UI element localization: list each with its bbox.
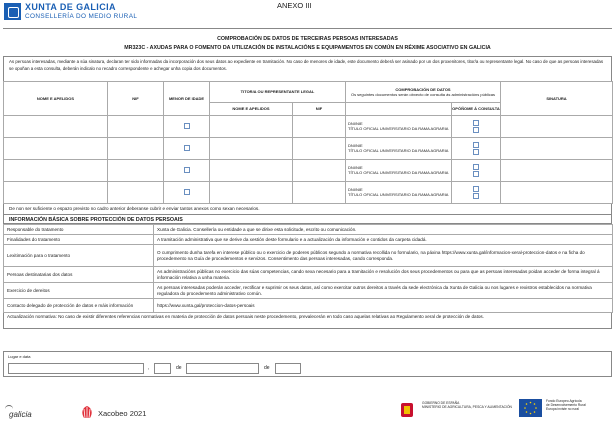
spain-coat-of-arms-icon (395, 400, 419, 420)
separator-de-2: de (264, 365, 270, 371)
info-label: Responsable do tratamento (4, 225, 154, 235)
form-title (3, 28, 612, 56)
info-row (4, 283, 613, 299)
doc-label: DNI/NIE (348, 165, 363, 171)
nif-cell[interactable] (108, 182, 164, 204)
eafrd-line: Europa inviste no rural (546, 407, 579, 411)
signature-cell[interactable] (501, 182, 613, 204)
day-field[interactable] (154, 363, 171, 374)
doc-label: DNI/NIE (348, 121, 363, 127)
space-note: De non ser suficiente o espazo previsto no cadro anterior deberanse cubrir e enviar tantos anexos como sexan necesarios. (3, 204, 612, 214)
eafrd-line: Fondo Europeo Agrícola (546, 399, 582, 403)
info-label: Lexitimación para o tratamento (4, 245, 154, 267)
oppose-checkbox[interactable] (473, 186, 479, 192)
col-check-header (346, 82, 501, 103)
col-minor-header: MENOR DE IDADE (164, 82, 210, 116)
info-row (4, 245, 613, 267)
ministry-line: GOBIERNO DE ESPAÑA (422, 401, 460, 405)
minor-checkbox[interactable] (184, 189, 190, 195)
doc-label: TÍTULO OFICIAL UNIVERSITARIO DA RAMA AGRARIA (348, 169, 449, 175)
galicia-logo-text: galicia (9, 410, 32, 419)
ministry-line: MINISTERIO DE AGRICULTURA, PESCA Y ALIMENTACIÓN (422, 404, 512, 409)
col-guardian-header: TITOR/A OU REPRESENTANTE LEGAL (210, 82, 346, 103)
eafrd-text (546, 399, 586, 411)
regulation-update: Actualización normativa: No caso de existir diferentes referencias normativas en materia de protección de datos persoais neste procedemento, prevalecerán en todo caso aquelas relativas ao Regulamento xeral de protección de datos. (3, 313, 612, 329)
info-label: Finalidades do tratamento (4, 235, 154, 245)
doc-label: TÍTULO OFICIAL UNIVERSITARIO DA RAMA AGRARIA (348, 147, 449, 153)
doc-label: DNI/NIE (348, 143, 363, 149)
annex-label: ANEXO III (277, 1, 312, 10)
year-field[interactable] (275, 363, 301, 374)
page-footer (0, 378, 615, 439)
table-row (4, 182, 613, 204)
minor-checkbox[interactable] (184, 167, 190, 173)
oppose-cell (452, 160, 501, 182)
info-value: A tramitación administrativa que se derive da xestión deste formulario e a actualización da información e contidos da carpeta cidadá. (154, 235, 613, 245)
nif-cell[interactable] (108, 116, 164, 138)
col-guardian-nif-header: NIF (293, 103, 346, 116)
oppose-checkbox[interactable] (473, 142, 479, 148)
doc-label: TÍTULO OFICIAL UNIVERSITARIO DA RAMA AGRARIA (348, 125, 449, 131)
oppose-checkbox[interactable] (473, 127, 479, 133)
info-row (4, 299, 613, 313)
signature-cell[interactable] (501, 116, 613, 138)
info-label: Contacto delegado de protección de datos e máis información (4, 299, 154, 313)
xacobeo-logo-text: Xacobeo 2021 (98, 409, 147, 418)
brand-name: XUNTA DE GALICIA (25, 2, 116, 12)
col-guardian-name-header: NOME E APELIDOS (210, 103, 293, 116)
docs-cell (346, 182, 452, 204)
oppose-cell (452, 116, 501, 138)
oppose-checkbox[interactable] (473, 171, 479, 177)
guardian-name-cell[interactable] (210, 116, 293, 138)
info-value: As administracións públicas no exercicio das súas competencias, cando sexa necesario para a tramitación e resolución dos seus procedementos ou para que as persoas interesadas poidan acceder de forma integral á información relativa a unha materia. (154, 267, 613, 283)
name-cell[interactable] (4, 182, 108, 204)
eafrd-line: de Desenvolvemento Rural (546, 403, 586, 407)
guardian-name-cell[interactable] (210, 182, 293, 204)
oppose-cell (452, 182, 501, 204)
name-cell[interactable] (4, 116, 108, 138)
separator-de-1: de (176, 365, 182, 371)
nif-cell[interactable] (108, 160, 164, 182)
name-cell[interactable] (4, 138, 108, 160)
page-header (0, 0, 615, 28)
xunta-logo-icon (4, 3, 21, 20)
title-line-1: COMPROBACIÓN DE DATOS DE TERCEIRAS PERSOAS INTERESADAS (217, 36, 398, 42)
separator-comma: , (148, 365, 150, 371)
table-row (4, 138, 613, 160)
guardian-name-cell[interactable] (210, 160, 293, 182)
info-value: As persoas interesadas poderán acceder, rectificar e suprimir os seus datos, así como exercitar outros dereitos a través da sede electrónica da Xunta de Galicia ou nos lugares e rexistros establecidos na normativa reguladora do procedemento administrativo común. (154, 283, 613, 299)
check-subtitle: Os seguintes documentos serán obxecto de consulta ás administracións públicas (350, 92, 496, 97)
guardian-nif-cell[interactable] (293, 182, 346, 204)
col-oppose-header: OPÓÑOME Á CONSULTA (452, 103, 501, 116)
intro-text: As persoas interesadas, mediante a súa sinatura, declaran ter sido informadas da incorporación dos seus datos ao expediente en tramitación. No caso de menores de idade, este documento deberá ser asinado por un dos proxenitores, titor/a ou representante legal. No caso de que as persoas interesadas se opoñan a esta consulta, deberán indicalo no recadro correspondente e achegar unha copia dos documentos. (3, 56, 612, 81)
check-title: COMPROBACIÓN DE DATOS (395, 86, 451, 92)
info-row (4, 235, 613, 245)
data-protection-table (3, 224, 613, 313)
docs-cell (346, 116, 452, 138)
form-body (3, 28, 612, 329)
month-field[interactable] (186, 363, 259, 374)
table-row (4, 116, 613, 138)
title-line-2: MR323C - AXUDAS PARA O FOMENTO DA UTILIZACIÓN DE INSTALACIÓNS E EQUIPAMENTOS EN COMÚN EN RÉXIME ASOCIATIVO EN GALICIA (124, 45, 491, 51)
info-label: Exercicio de dereitos (4, 283, 154, 299)
minor-checkbox[interactable] (184, 123, 190, 129)
place-field[interactable] (8, 363, 144, 374)
oppose-checkbox[interactable] (473, 193, 479, 199)
interested-persons-table (3, 81, 613, 204)
doc-label: TÍTULO OFICIAL UNIVERSITARIO DA RAMA AGRARIA (348, 191, 449, 197)
oppose-checkbox[interactable] (473, 164, 479, 170)
minor-checkbox[interactable] (184, 145, 190, 151)
eu-flag-icon (519, 399, 542, 417)
docs-header-blank (346, 103, 452, 116)
docs-cell (346, 160, 452, 182)
guardian-nif-cell[interactable] (293, 116, 346, 138)
oppose-checkbox[interactable] (473, 149, 479, 155)
oppose-checkbox[interactable] (473, 120, 479, 126)
place-date-label: Lugar e data (8, 354, 31, 359)
signature-cell[interactable] (501, 160, 613, 182)
signature-cell[interactable] (501, 138, 613, 160)
info-value: Xunta de Galicia. Consellería ou entidade a que se dirixe esta solicitude, escrito ou comunicación. (154, 225, 613, 235)
galicia-logo-icon (5, 405, 13, 409)
doc-label: DNI/NIE (348, 187, 363, 193)
data-protection-heading: INFORMACIÓN BÁSICA SOBRE PROTECCIÓN DE DATOS PERSOAIS (3, 214, 612, 224)
nif-cell[interactable] (108, 138, 164, 160)
info-row (4, 267, 613, 283)
guardian-nif-cell[interactable] (293, 160, 346, 182)
info-row (4, 225, 613, 235)
docs-cell (346, 138, 452, 160)
guardian-name-cell[interactable] (210, 138, 293, 160)
info-label: Persoas destinatarias dos datos (4, 267, 154, 283)
guardian-nif-cell[interactable] (293, 138, 346, 160)
name-cell[interactable] (4, 160, 108, 182)
department-name: CONSELLERÍA DO MEDIO RURAL (25, 13, 138, 20)
place-date-section (3, 351, 612, 377)
info-value: https://www.xunta.gal/proteccion-datos-persoais (154, 299, 613, 313)
col-sign-header: SINATURA (501, 82, 613, 116)
info-value: O cumprimento dunha tarefa en interese público ou o exercicio de poderes públicos segundo a normativa recollida no formulario, na páxina https://www.xunta.gal/informacion-xeral-proteccion-datos e na ficha do procedemento na Guía de procedementos e servizos. Consentimento das persoas interesadas, cando corresponda. (154, 245, 613, 267)
xacobeo-shell-icon (80, 405, 94, 419)
col-nif-header: NIF (108, 82, 164, 116)
table-row (4, 160, 613, 182)
col-name-header: NOME E APELIDOS (4, 82, 108, 116)
oppose-cell (452, 138, 501, 160)
ministry-text (422, 402, 512, 410)
